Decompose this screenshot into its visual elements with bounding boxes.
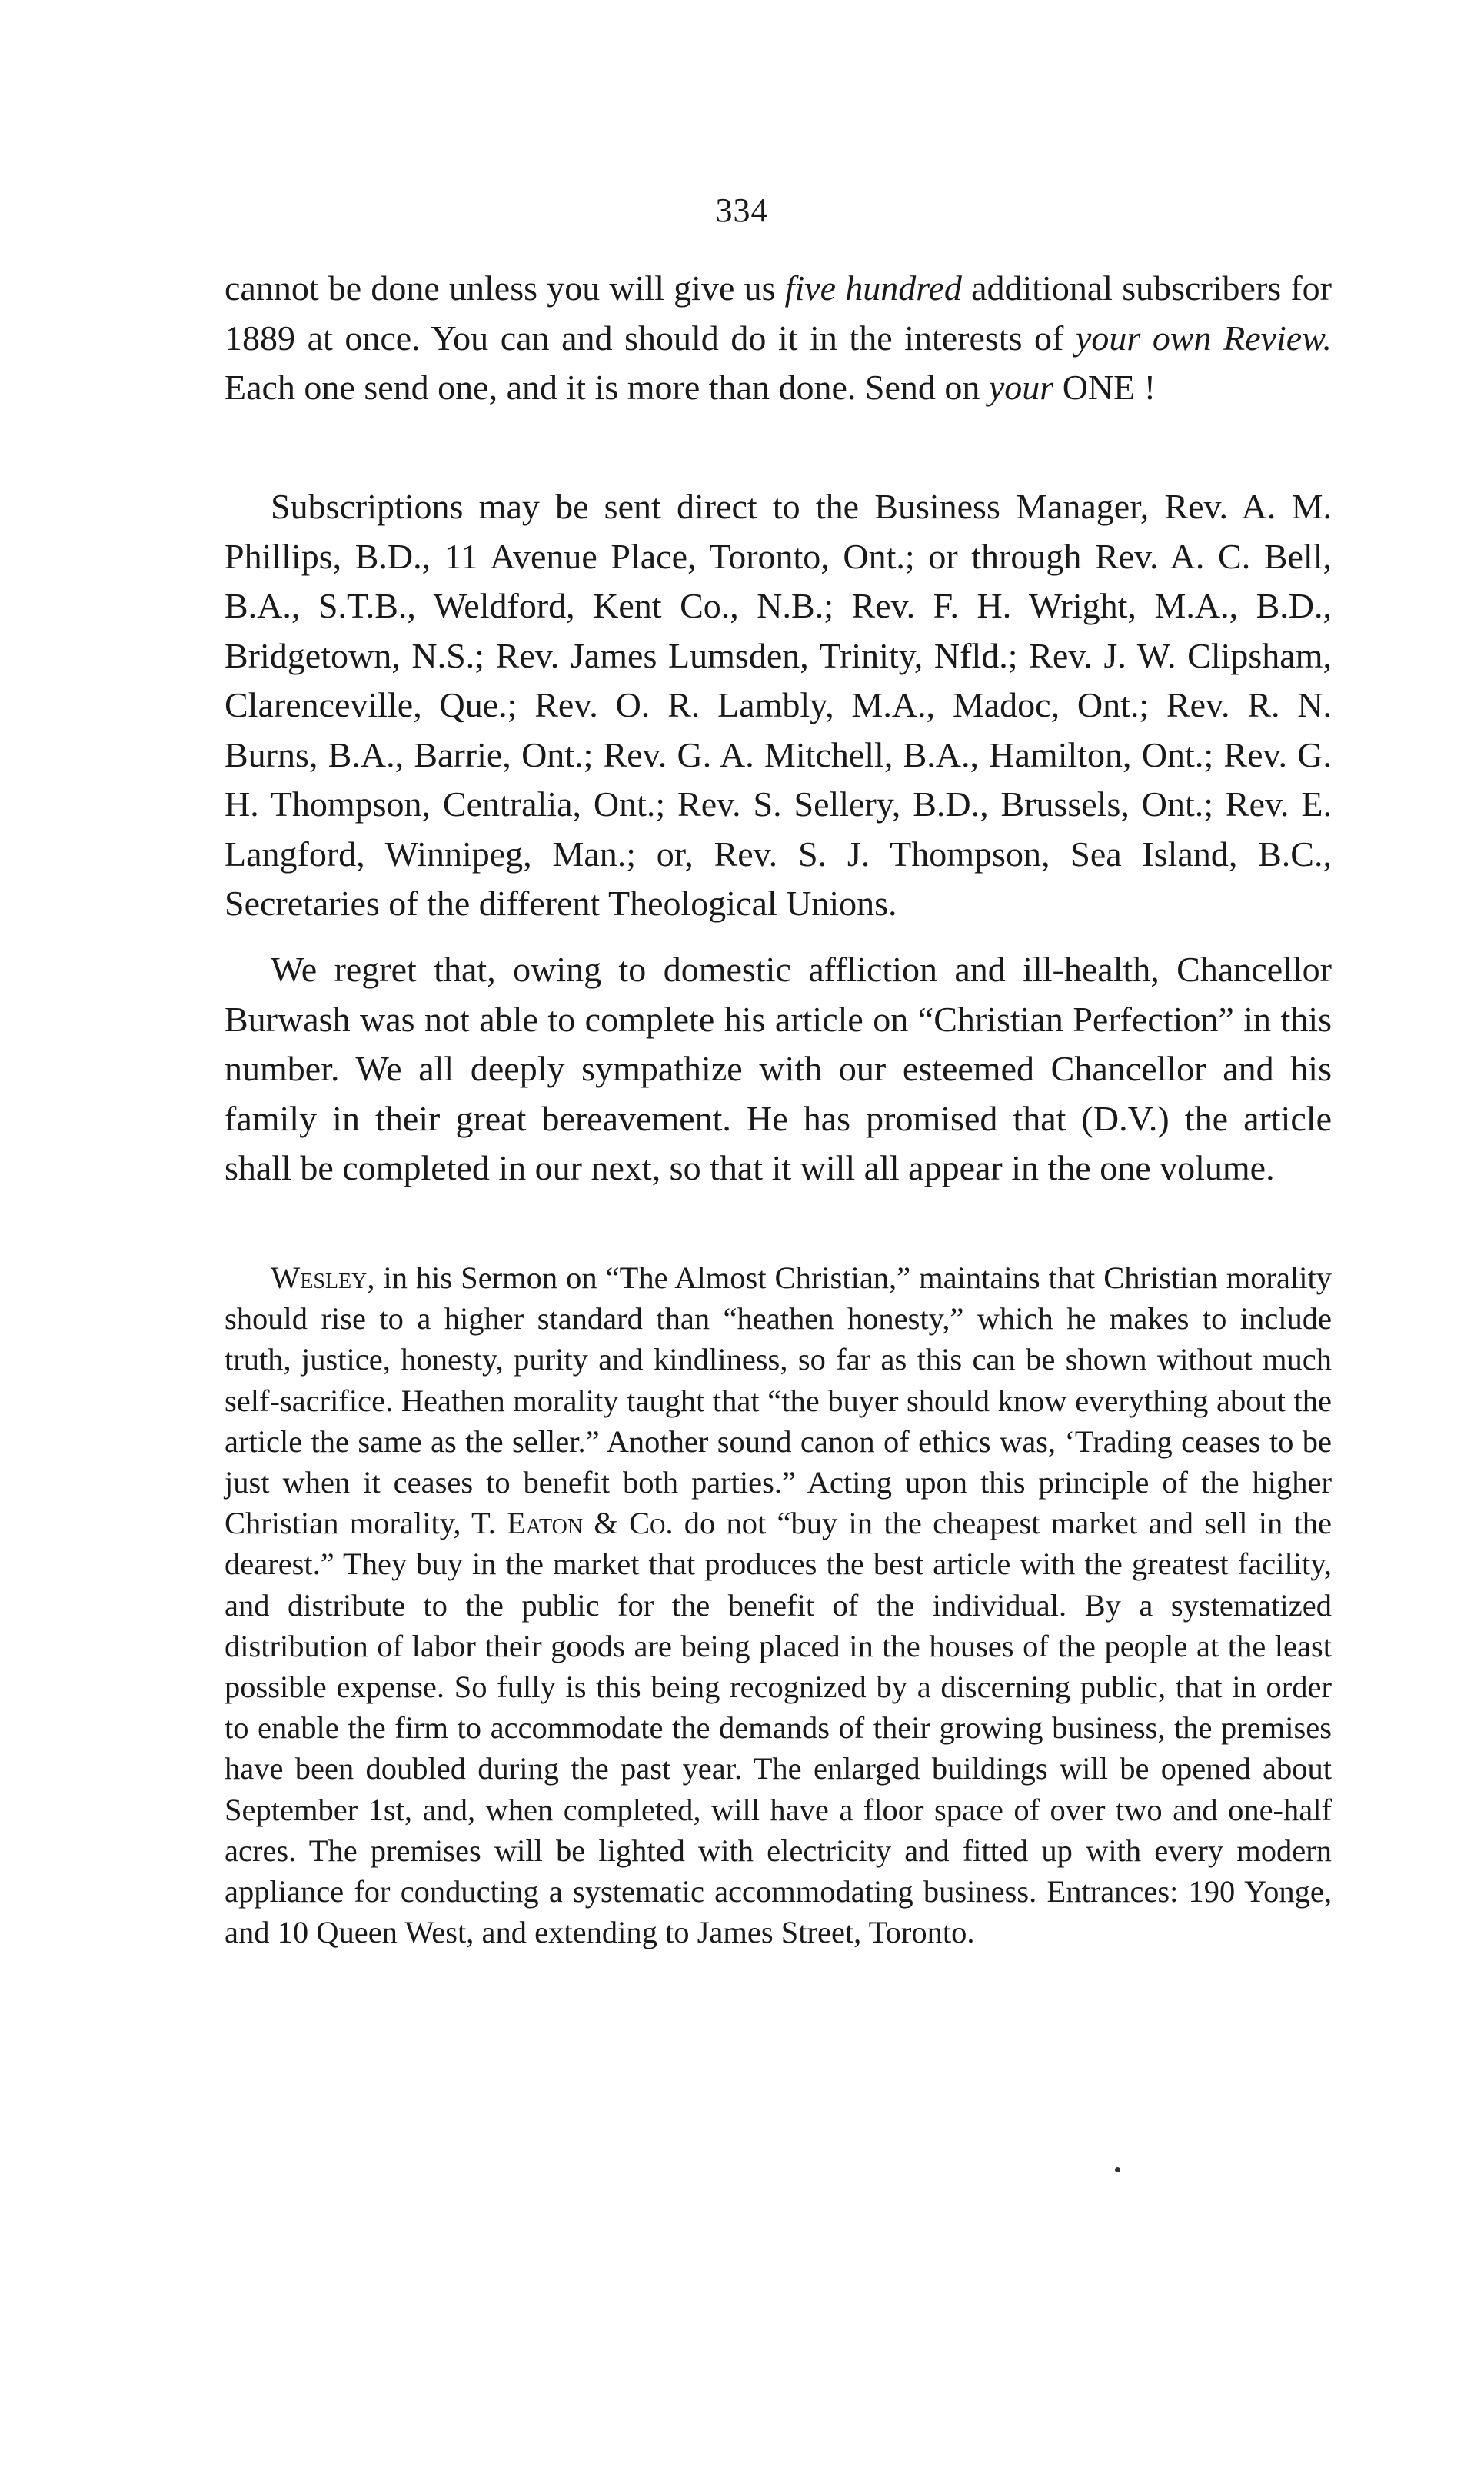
small-caps-co: Co. xyxy=(629,1506,674,1541)
emphasis-five-hundred: five hundred xyxy=(784,268,962,308)
text-run: & xyxy=(583,1506,630,1541)
eaton-advertisement-paragraph xyxy=(225,1257,1332,1953)
small-caps-one: ONE xyxy=(1053,368,1136,407)
emphasis-your: your xyxy=(988,368,1054,407)
subscriptions-paragraph: Subscriptions may be sent direct to the Business Manager, Rev. A. M. Phillips, B.D., 11 Avenue Place, Toronto, Ont.; or through Rev. A. C. Bell, B.A., S.T.B., Weldford, Kent Co., N.B.; Rev. F. H. Wright, M.A., B.D., Bridgetown, N.S.; Rev. James Lumsden, Trinity, Nfld.; Rev. J. W. Clipsham, Clarenceville, Que.; Rev. O. R. Lambly, M.A., Madoc, Ont.; Rev. R. N. Burns, B.A., Barrie, Ont.; Rev. G. A. Mitchell, B.A., Hamilton, Ont.; Rev. G. H. Thompson, Centralia, Ont.; Rev. S. Sellery, B.D., Brussels, Ont.; Rev. E. Langford, Winnipeg, Man.; or, Rev. S. J. Thompson, Sea Island, B.C., Secretaries of the different Theological Unions. xyxy=(225,487,1332,923)
text-run: additional subscribers for 1889 at once. You can and should do it in the interests of xyxy=(225,268,1333,358)
emphasis-your-own-review: your own Review. xyxy=(1075,318,1332,358)
page-number: 334 xyxy=(715,191,769,229)
text-run: , in his Sermon on “The Almost Christian,” maintains that Christian morality should rise to a higher standard than “heathen honesty,” which he makes to include truth, justice, honesty, purity and kindliness, so far as this can be shown without much self-sacrifice. Heathen morality taught that “the buyer should know everything about the article the same as the seller.” Another sound canon of ethics was, ‘Trading ceases to be just when it ceases to benefit both parties.” Acting upon this principle of the higher Christian morality, T. xyxy=(225,1260,1332,1541)
chancellor-notice-paragraph: We regret that, owing to domestic affliction and ill-health, Chancellor Burwash was not able to complete his article on “Christian Perfection” in this number. We all deeply sympathize with our esteemed Chancellor and his family in their great bereavement. He has promised that (D.V.) the article shall be completed in our next, so that it will all appear in the one volume. xyxy=(225,950,1332,1187)
text-run: ! xyxy=(1135,368,1156,407)
text-run: do not “buy in the cheapest market and sell in the dearest.” They buy in the market that produces the best article with the greatest facility, and distribute to the public for the benefit of the individual. By a systematized distribution of labor their goods are being placed in the houses of the people at the least possible expense. So fully is this being recognized by a discerning public, that in order to enable the firm to accommodate the demands of their growing business, the premises have been doubled during the past year. The enlarged buildings will be opened about September 1st, and, when completed, will have a floor space of over two and one-half acres. The premises will be lighted with electricity and fitted up with every modern appliance for conducting a systematic accommodating business. Entrances: 190 Yonge, and 10 Queen West, and extending to James Street, Toronto. xyxy=(225,1506,1332,1950)
text-run: cannot be done unless you will give us xyxy=(225,268,785,308)
stray-dot xyxy=(1115,2167,1120,2172)
small-caps-wesley: Wesley xyxy=(271,1260,368,1295)
small-caps-eaton: Eaton xyxy=(507,1506,584,1541)
text-run: Each one send one, and it is more than done. Send on xyxy=(225,368,989,407)
subscription-appeal-paragraph xyxy=(225,264,1332,413)
